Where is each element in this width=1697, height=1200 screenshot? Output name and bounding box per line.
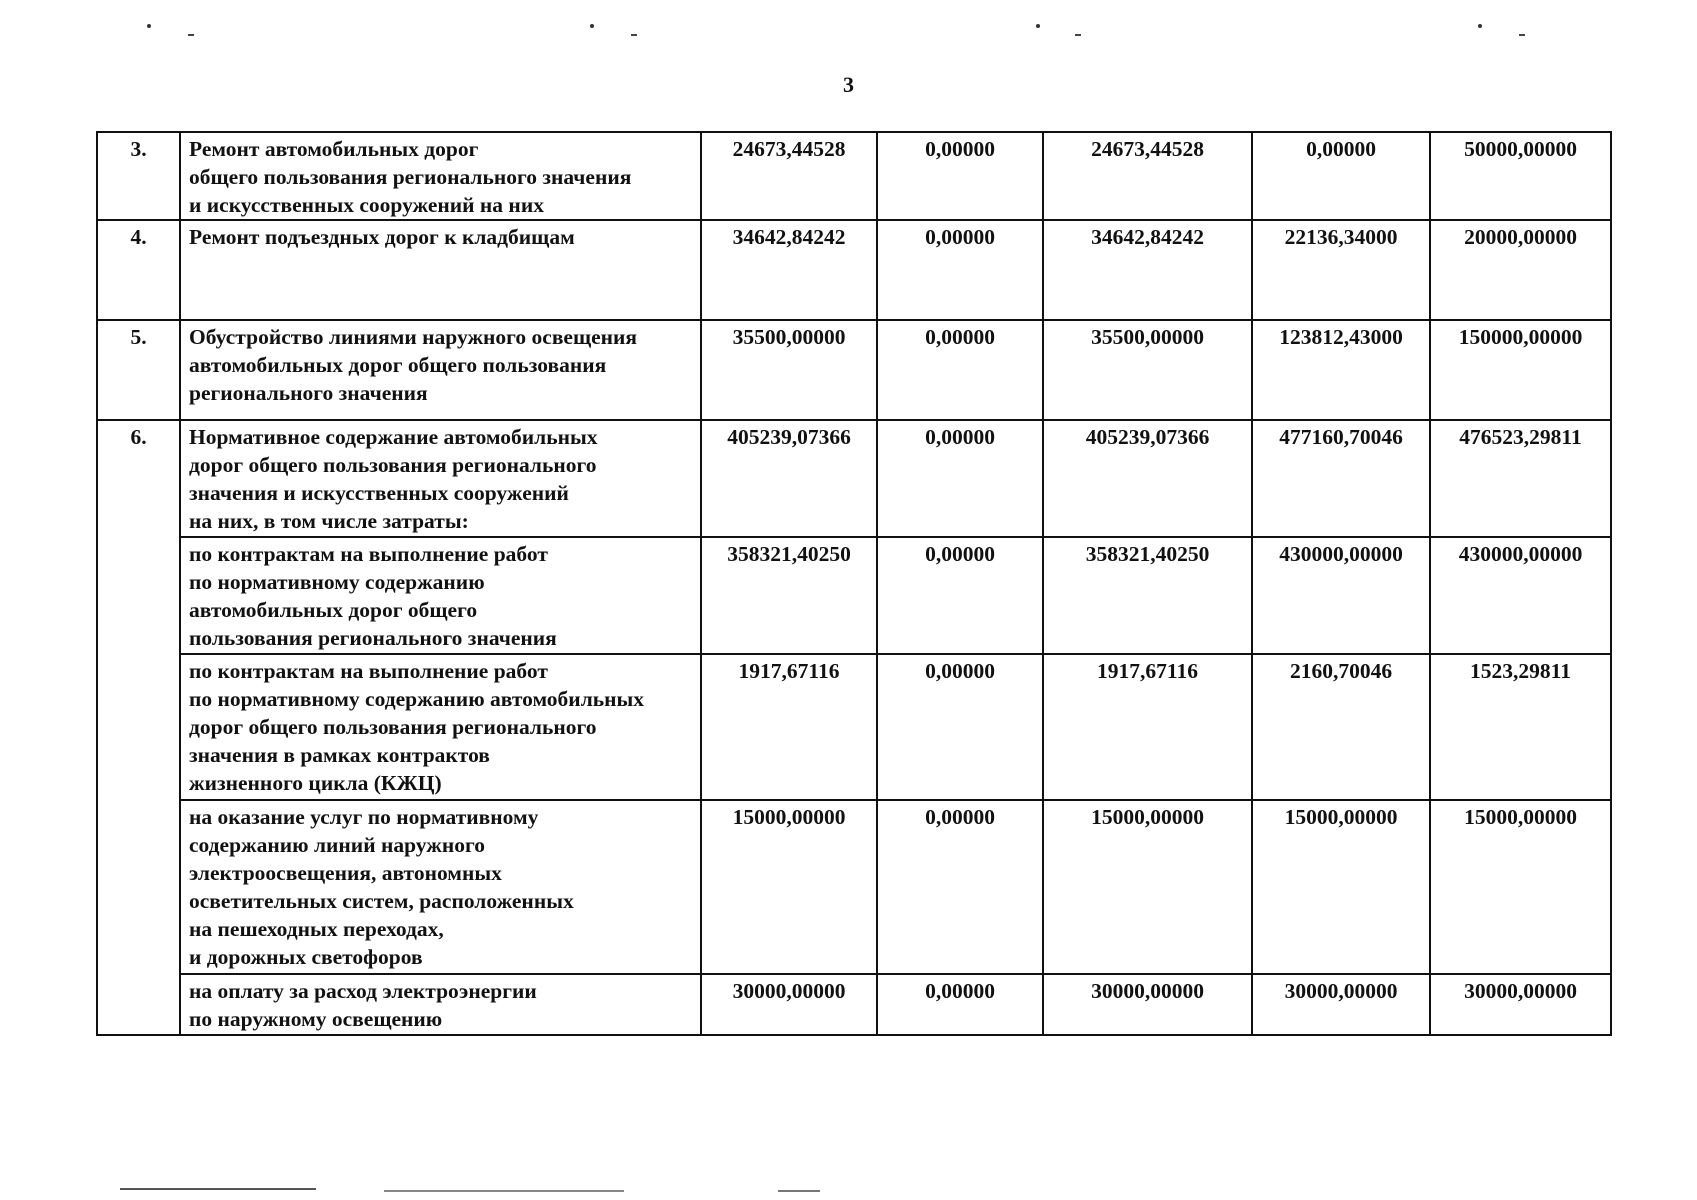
value-cell: 430000,00000 xyxy=(1252,537,1430,654)
table-row xyxy=(97,320,1611,420)
value-cell: 405239,07366 xyxy=(1043,420,1252,537)
value-cell: 2160,70046 xyxy=(1252,654,1430,800)
value-cell: 0,00000 xyxy=(877,800,1043,974)
table-row xyxy=(97,132,1611,220)
value-cell: 30000,00000 xyxy=(701,974,877,1035)
value-cell: 1917,67116 xyxy=(701,654,877,800)
scan-mark xyxy=(1478,24,1482,28)
row-description: на оказание услуг по нормативному содержанию линий наружного электроосвещения, автономных осветительных систем, расположенных на пешеходных переходах, и дорожных светофоров xyxy=(180,800,701,974)
value-cell: 50000,00000 xyxy=(1430,132,1611,220)
value-cell: 0,00000 xyxy=(877,974,1043,1035)
table-row xyxy=(97,420,1611,537)
table-row xyxy=(97,537,1611,654)
scan-mark xyxy=(590,24,594,28)
row-description: по контрактам на выполнение работ по нормативному содержанию автомобильных дорог общего пользования регионального значения xyxy=(180,537,701,654)
value-cell: 1523,29811 xyxy=(1430,654,1611,800)
value-cell: 123812,43000 xyxy=(1252,320,1430,420)
row-description: по контрактам на выполнение работ по нормативному содержанию автомобильных дорог общего пользования регионального значения в рамках контрактов жизненного цикла (КЖЦ) xyxy=(180,654,701,800)
value-cell: 30000,00000 xyxy=(1430,974,1611,1035)
table-row xyxy=(97,220,1611,320)
scan-mark xyxy=(1075,34,1081,36)
value-cell: 15000,00000 xyxy=(1043,800,1252,974)
value-cell: 30000,00000 xyxy=(1043,974,1252,1035)
value-cell: 0,00000 xyxy=(877,320,1043,420)
value-cell: 35500,00000 xyxy=(1043,320,1252,420)
value-cell: 0,00000 xyxy=(877,220,1043,320)
value-cell: 34642,84242 xyxy=(1043,220,1252,320)
table-row xyxy=(97,800,1611,974)
budget-table xyxy=(96,131,1612,1036)
row-description: на оплату за расход электроэнергии по наружному освещению xyxy=(180,974,701,1035)
value-cell: 476523,29811 xyxy=(1430,420,1611,537)
table-row xyxy=(97,974,1611,1035)
scan-mark xyxy=(147,24,151,28)
value-cell: 15000,00000 xyxy=(701,800,877,974)
value-cell: 358321,40250 xyxy=(701,537,877,654)
scan-line xyxy=(120,1188,316,1190)
row-description: Ремонт автомобильных дорог общего пользования регионального значения и искусственных сооружений на них xyxy=(180,132,701,220)
value-cell: 20000,00000 xyxy=(1430,220,1611,320)
value-cell: 430000,00000 xyxy=(1430,537,1611,654)
value-cell: 22136,34000 xyxy=(1252,220,1430,320)
value-cell: 477160,70046 xyxy=(1252,420,1430,537)
value-cell: 0,00000 xyxy=(1252,132,1430,220)
value-cell: 150000,00000 xyxy=(1430,320,1611,420)
table-row xyxy=(97,654,1611,800)
scan-mark xyxy=(631,34,637,36)
page-number: 3 xyxy=(843,72,854,97)
value-cell: 35500,00000 xyxy=(701,320,877,420)
row-description: Нормативное содержание автомобильных дорог общего пользования регионального значения и искусственных сооружений на них, в том числе затраты: xyxy=(180,420,701,537)
value-cell: 0,00000 xyxy=(877,654,1043,800)
value-cell: 34642,84242 xyxy=(701,220,877,320)
value-cell: 1917,67116 xyxy=(1043,654,1252,800)
value-cell: 30000,00000 xyxy=(1252,974,1430,1035)
value-cell: 358321,40250 xyxy=(1043,537,1252,654)
value-cell: 0,00000 xyxy=(877,132,1043,220)
scan-line xyxy=(778,1190,820,1192)
row-description: Обустройство линиями наружного освещения автомобильных дорог общего пользования регионального значения xyxy=(180,320,701,420)
row-number: 5. xyxy=(97,320,180,420)
value-cell: 15000,00000 xyxy=(1252,800,1430,974)
value-cell: 405239,07366 xyxy=(701,420,877,537)
value-cell: 0,00000 xyxy=(877,420,1043,537)
scan-mark xyxy=(1519,34,1525,36)
row-description: Ремонт подъездных дорог к кладбищам xyxy=(180,220,701,320)
row-number: 6. xyxy=(97,420,180,1035)
value-cell: 0,00000 xyxy=(877,537,1043,654)
value-cell: 24673,44528 xyxy=(1043,132,1252,220)
scan-line xyxy=(384,1190,624,1192)
row-number: 4. xyxy=(97,220,180,320)
scan-mark xyxy=(188,34,194,36)
value-cell: 24673,44528 xyxy=(701,132,877,220)
scan-mark xyxy=(1036,24,1040,28)
row-number: 3. xyxy=(97,132,180,220)
value-cell: 15000,00000 xyxy=(1430,800,1611,974)
